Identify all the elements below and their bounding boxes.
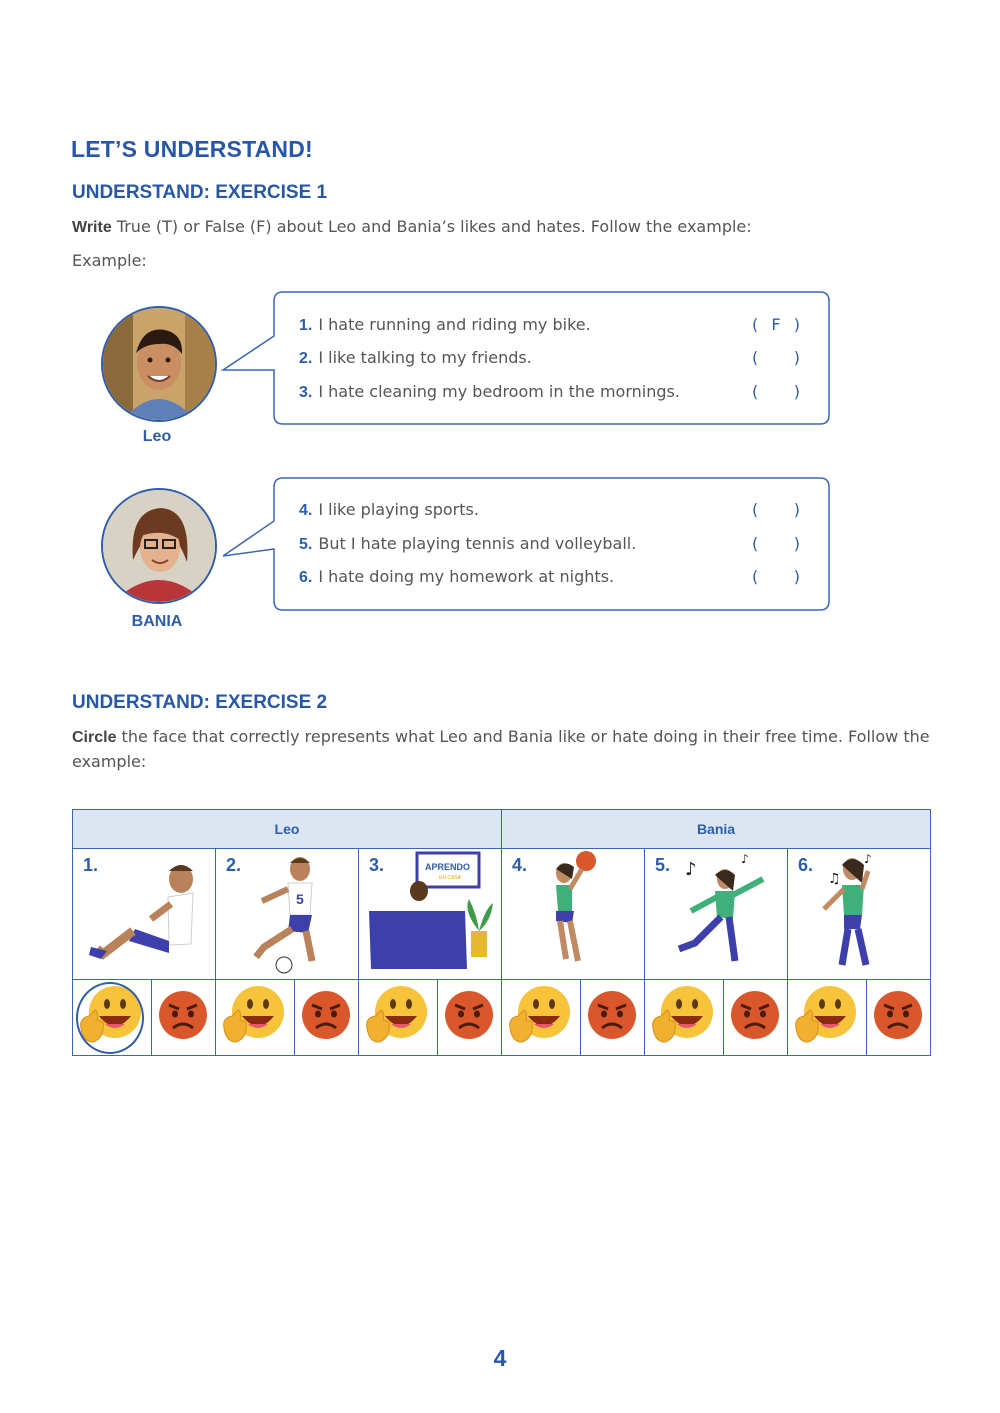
angry-face-3[interactable] [437,980,501,1056]
activity-cell-4 [502,849,645,980]
page-number: 4 [493,1345,507,1371]
happy-face-4[interactable] [502,980,581,1056]
instruction-verb: Circle [72,729,117,746]
paren-close: ) [793,567,800,586]
angry-face-icon [868,985,928,1045]
statement-number: 6. [299,569,313,586]
answer-blank[interactable] [752,382,800,401]
leo-name: Leo [142,428,172,445]
angry-face-2[interactable] [294,980,358,1056]
bania-avatar [101,488,217,604]
example-circle [76,982,144,1054]
column-header-bania: Bania [502,810,931,849]
activity-number: 5. [655,855,671,875]
page-heading: LET’S UNDERSTAND! [71,136,313,162]
happy-face-2[interactable] [216,980,295,1056]
tv-logo-text: APRENDO [425,862,471,872]
happy-face-5[interactable] [645,980,724,1056]
paren-open: ( [752,382,759,401]
activity-cell-3 [359,849,502,980]
paren-close: ) [793,315,800,334]
angry-face-icon [439,985,499,1045]
example-label: Example: [72,251,147,270]
statement-row [299,315,591,335]
statement-text: I like talking to my friends. [318,348,532,367]
angry-face-6[interactable] [866,980,930,1056]
activity-number: 2. [226,855,242,875]
activity-number: 4. [512,855,528,875]
svg-text:♪: ♪ [864,852,872,866]
svg-text:♫: ♫ [828,871,841,887]
statement-number: 4. [299,502,313,519]
statement-row [299,382,680,402]
answer-value: F [771,315,781,334]
statement-number: 1. [299,317,313,334]
answer-blank[interactable] [752,534,800,553]
paren-open: ( [752,315,759,334]
happy-face-3[interactable] [359,980,438,1056]
paren-open: ( [752,567,759,586]
paren-close: ) [793,500,800,519]
activity-number: 3. [369,855,385,875]
leo-portrait-icon [103,308,215,420]
faces-row [73,980,931,1056]
instruction-text: True (T) or False (F) about Leo and Bania’s likes and hates. Follow the example: [111,217,752,236]
happy-face-icon [504,982,578,1048]
angry-face-icon [296,985,356,1045]
activity-cell-6 [788,849,931,980]
angry-face-icon [153,985,213,1045]
activity-number: 6. [798,855,814,875]
column-header-leo: Leo [73,810,502,849]
activities-table [72,809,931,1056]
tv-logo-subtext: EN CASA [439,875,461,881]
paren-open: ( [752,348,759,367]
angry-face-1[interactable] [151,980,215,1056]
statement-number: 5. [299,536,313,553]
statement-number: 3. [299,384,313,401]
svg-text:♪: ♪ [741,852,749,866]
statement-row [299,534,636,554]
statement-text: But I hate playing tennis and volleyball. [318,534,637,553]
angry-face-icon [725,985,785,1045]
statement-text: I hate doing my homework at nights. [318,567,615,586]
activity-cell-1 [73,849,216,980]
angry-face-5[interactable] [723,980,787,1056]
svg-text:5: 5 [296,891,304,907]
paren-close: ) [793,382,800,401]
activity-cell-5 [645,849,788,980]
happy-face-icon [790,982,864,1048]
answer-blank[interactable] [752,315,800,334]
angry-face-icon [582,985,642,1045]
activity-cell-2 [216,849,359,980]
happy-face-icon [361,982,435,1048]
answer-blank[interactable] [752,500,800,519]
bania-name: BANIA [131,613,183,630]
statement-number: 2. [299,350,313,367]
statement-text: I like playing sports. [318,500,479,519]
paren-open: ( [752,534,759,553]
leo-avatar [101,306,217,422]
statement-row [299,567,614,587]
activity-number: 1. [83,855,99,875]
answer-blank[interactable] [752,348,800,367]
angry-face-4[interactable] [580,980,644,1056]
svg-text:♪: ♪ [685,859,697,880]
happy-face-6[interactable] [788,980,867,1056]
happy-face-icon [218,982,292,1048]
statement-row [299,348,532,368]
paren-close: ) [793,534,800,553]
exercise2-title: UNDERSTAND: EXERCISE 2 [72,692,328,713]
statement-text: I hate running and riding my bike. [318,315,591,334]
exercise1-title: UNDERSTAND: EXERCISE 1 [72,182,328,203]
happy-face-icon [647,982,721,1048]
bania-portrait-icon [103,490,215,602]
statement-text: I hate cleaning my bedroom in the mornings. [318,382,680,401]
instruction-text: the face that correctly represents what Leo and Bania like or hate doing in their free time. Follow the example: [72,727,930,771]
statement-row [299,500,479,520]
paren-open: ( [752,500,759,519]
happy-face-1[interactable] [73,980,152,1056]
instruction-verb: Write [72,219,112,236]
exercise2-instructions [72,725,942,774]
answer-blank[interactable] [752,567,800,586]
paren-close: ) [793,348,800,367]
